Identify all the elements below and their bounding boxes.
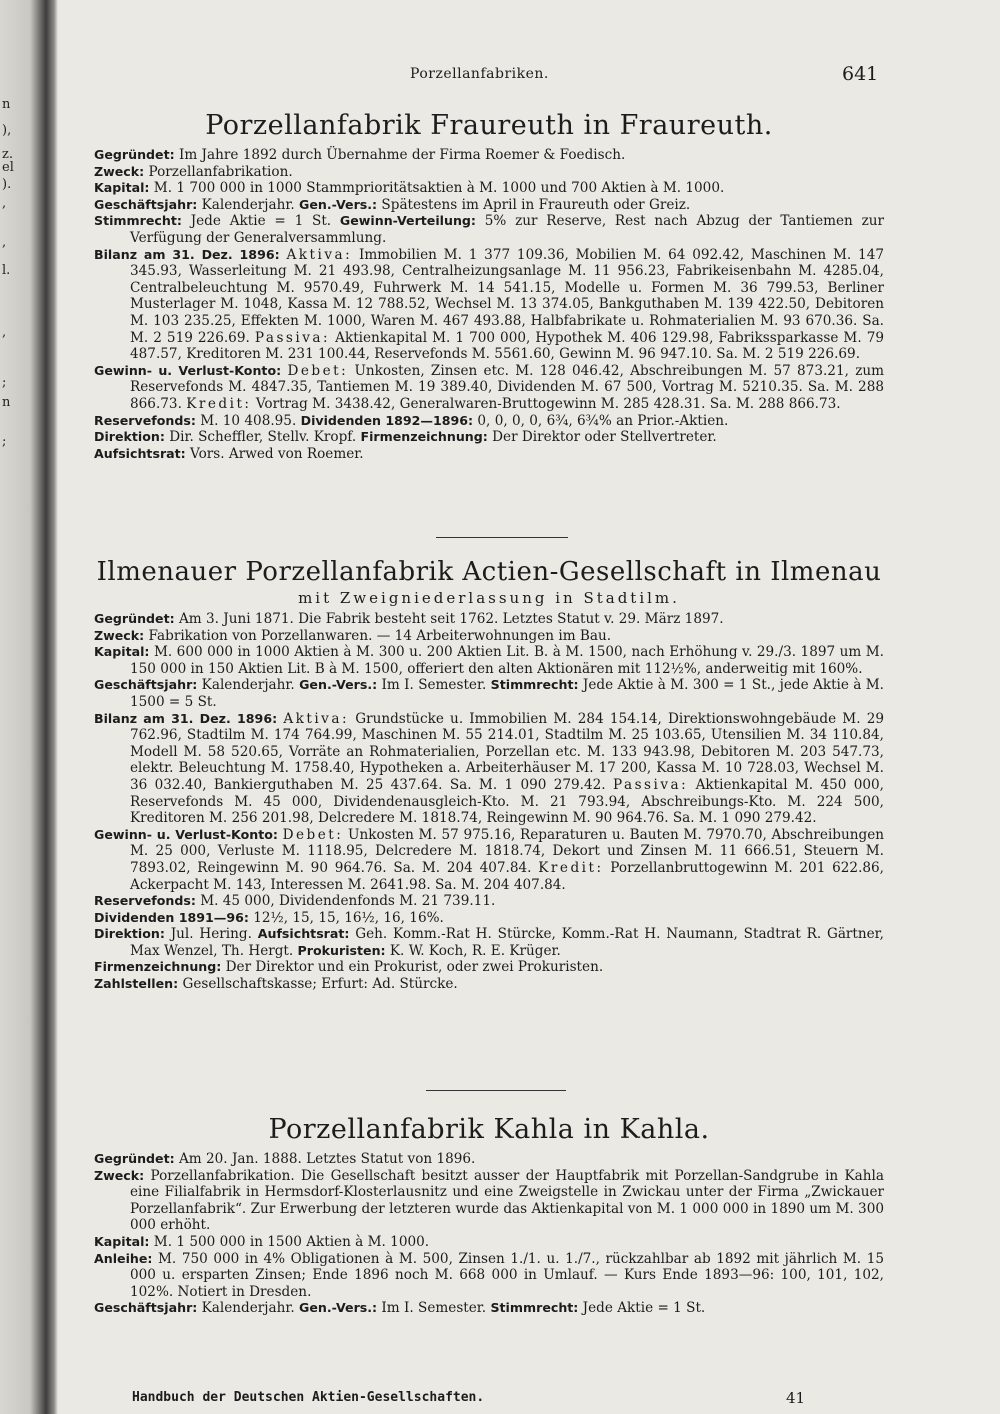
entry-gewinn-verlust: Gewinn- u. Verlust-Konto: Debet: Unkosten, Zinsen etc. M. 128 046.42, Abschreibungen M. 57 873.21, zum Reservefonds M. 4847.35, Tantiemen M. 19 389.40, Dividenden M. 67 500, Vortrag M. 5210.35. Sa. M. 288 866.73. Kredit: Vortrag M. 3438.42, Generalwaren-Bruttogewinn M. 285 428.31. Sa. M. 288 866.73. — [94, 362, 885, 412]
left-margin-bleed — [0, 0, 14, 1414]
footer-signature: 41 — [786, 1389, 806, 1407]
running-title: Porzellanfabriken. — [410, 66, 549, 82]
footer-book-title: Handbuch der Deutschen Aktien-Gesellschaften. — [132, 1390, 485, 1405]
section-divider — [426, 1090, 566, 1091]
entry-kapital: Kapital: M. 1 700 000 in 1000 Stammprioritätsaktien à M. 1000 und 700 Aktien à M. 1000. — [94, 180, 725, 197]
entry-aufsichtsrat: Aufsichtsrat: Vors. Arwed von Roemer. — [94, 445, 364, 462]
entry-reservefonds: Reservefonds: M. 45 000, Dividendenfonds M. 21 739.11. — [94, 893, 496, 910]
entry-geschaeftsjahr: Geschäftsjahr: Kalenderjahr. Gen.-Vers.: Im I. Semester. Stimmrecht: Jede Aktie à M. 300 = 1 St., jede Aktie à M. 1500 = 5 St. — [94, 677, 884, 710]
margin-char: , — [2, 325, 7, 340]
margin-char: , — [2, 235, 7, 250]
entry-firmenzeichnung: Firmenzeichnung: Der Direktor und ein Prokurist, oder zwei Prokuristen. — [94, 959, 604, 976]
section-divider — [436, 537, 568, 538]
entry-gewinn-verlust: Gewinn- u. Verlust-Konto: Debet: Unkosten M. 57 975.16, Reparaturen u. Bauten M. 7970.70, Abschreibungen M. 25 000, Verluste M. 1118.95, Delcredere M. 1818.74, Dekort und Zinsen M. 11 666.51, Steuern M. 7893.02, Reingewinn M. 90 964.76. Sa. M. 204 407.84. Kredit: Porzellanbruttogewinn M. 201 622.86, Ackerpacht M. 143, Interessen M. 2641.98. Sa. M. 204 407.84. — [94, 826, 885, 893]
section-kahla — [94, 1114, 884, 1317]
entry-gegruendet: Gegründet: Im Jahre 1892 durch Übernahme der Firma Roemer & Foedisch. — [94, 147, 626, 163]
section-title: Ilmenauer Porzellanfabrik Actien-Gesellschaft in Ilmenau — [96, 557, 882, 587]
entry-bilanz: Bilanz am 31. Dez. 1896: Aktiva: Grundstücke u. Immobilien M. 284 154.14, Direktionswohngebäude M. 29 762.96, Stadtilm M. 174 764.99, Maschinen M. 55 214.01, Stadtilm M. 25 103.65, Utensilien M. 34 110.84, Modell M. 58 520.65, Vorräte an Rohmaterialien, Porzellan etc. M. 133 943.98, Debitoren M. 203 547.73, elektr. Beleuchtung M. 1758.40, Hypotheken a. Arbeiterhäuser M. 17 200, Kassa M. 10 728.03, Wechsel M. 36 032.40, Bankierguthaben M. 25 437.64. Sa. M. 1 090 279.42. Passiva: Aktienkapital M. 450 000, Reservefonds M. 45 000, Dividendenausgleich-Kto. M. 21 793.94, Abschreibungs-Kto. M. 224 500, Kreditoren M. 256 201.98, Delcredere M. 1818.74, Reingewinn M. 90 964.76. Sa. M. 1 090 279.42. — [94, 710, 884, 827]
margin-char: ). — [2, 177, 12, 192]
entry-direktion: Direktion: Jul. Hering. Aufsichtsrat: Geh. Komm.-Rat H. Stürcke, Komm.-Rat H. Naumann, Stadtrat R. Gärtner, Max Wenzel, Th. Hergt. Prokuristen: K. W. Koch, R. E. Krüger. — [94, 926, 885, 959]
entry-kapital: Kapital: M. 600 000 in 1000 Aktien à M. 300 u. 200 Aktien Lit. B. à M. 1500, nach Erhöhung v. 29./3. 1897 um M. 150 000 in 150 Aktien Lit. B à M. 1500, offeriert den alten Aktionären mit 112½%, anderweitig mit 160%. — [94, 644, 884, 677]
section-title: Porzellanfabrik Kahla in Kahla. — [268, 1114, 710, 1145]
margin-char: n — [2, 395, 11, 410]
entry-direktion: Direktion: Dir. Scheffler, Stellv. Kropf. Firmenzeichnung: Der Direktor oder Stellvertreter. — [94, 429, 717, 446]
section-subtitle: mit Zweigniederlassung in Stadtilm. — [298, 589, 680, 607]
entry-anleihe: Anleihe: M. 750 000 in 4% Obligationen à M. 500, Zinsen 1./1. u. 1./7., rückzahlbar ab 1892 mit jährlich M. 15 000 u. ersparten Zinsen; Ende 1896 noch M. 668 000 in Umlauf. — Kurs Ende 1893—96: 100, 101, 102, 102%. Notiert in Dresden. — [94, 1250, 884, 1300]
entry-geschaeftsjahr: Geschäftsjahr: Kalenderjahr. Gen.-Vers.: Spätestens im April in Fraureuth oder Greiz. — [94, 196, 691, 213]
margin-char: l. — [2, 263, 11, 278]
section-fraureuth — [94, 110, 884, 462]
entry-stimmrecht: Stimmrecht: Jede Aktie = 1 St. Gewinn-Verteilung: 5% zur Reserve, Rest nach Abzug der Tantiemen zur Verfügung der Generalversammlung. — [94, 213, 885, 246]
entry-gegruendet: Gegründet: Am 3. Juni 1871. Die Fabrik besteht seit 1762. Letztes Statut v. 29. März 1897. — [94, 611, 724, 627]
margin-char: ; — [2, 434, 7, 449]
entry-bilanz: Bilanz am 31. Dez. 1896: Aktiva: Immobilien M. 1 377 109.36, Mobilien M. 64 092.42, Maschinen M. 147 345.93, Wasserleitung M. 21 493.98, Centralheizungsanlage M. 11 956.23, Fabrikeisenbahn M. 4285.04, Centralbeleuchtung M. 9570.49, Fuhrwerk M. 14 541.15, Modelle u. Formen M. 36 799.53, Berliner Musterlager M. 1048, Kassa M. 12 788.52, Wechsel M. 13 374.05, Bankguthaben M. 139 422.50, Debitoren M. 103 235.25, Effekten M. 1000, Waren M. 467 493.88, Halbfabrikate u. Rohmaterialien M. 93 670.36. Sa. M. 2 519 226.69. Passiva: Aktienkapital M. 1 700 000, Hypothek M. 406 129.98, Fabrikssparkasse M. 79 487.57, Kreditoren M. 231 100.44, Reservefonds M. 5561.60, Gewinn M. 96 947.10. Sa. M. 2 519 226.69. — [94, 246, 884, 363]
entry-zweck: Zweck: Fabrikation von Porzellanwaren. — 14 Arbeiterwohnungen im Bau. — [94, 627, 612, 644]
entry-kapital: Kapital: M. 1 500 000 in 1500 Aktien à M. 1000. — [94, 1233, 430, 1250]
entry-gegruendet: Gegründet: Am 20. Jan. 1888. Letztes Statut von 1896. — [94, 1151, 476, 1167]
margin-char: ; — [2, 375, 7, 390]
entry-geschaeftsjahr: Geschäftsjahr: Kalenderjahr. Gen.-Vers.: Im I. Semester. Stimmrecht: Jede Aktie = 1 St. — [94, 1300, 706, 1317]
entry-zahlstellen: Zahlstellen: Gesellschaftskasse; Erfurt: Ad. Stürcke. — [94, 976, 458, 993]
margin-char: z. — [2, 147, 13, 162]
margin-char: el — [2, 160, 14, 175]
entry-zweck: Zweck: Porzellanfabrikation. — [94, 163, 293, 180]
page-number: 641 — [842, 63, 879, 85]
entry-zweck: Zweck: Porzellanfabrikation. Die Gesellschaft besitzt ausser der Hauptfabrik mit Porzellan-Sandgrube in Kahla eine Filialfabrik in Hermsdorf-Klosterlausnitz und eine Zweigstelle in Zwickau unter der Firma „Zwickauer Porzellanfabrik“. Zur Erwerbung der letzteren wurde das Aktienkapital von M. 1 000 000 in 1890 um M. 300 000 erhöht. — [94, 1167, 884, 1234]
section-title: Porzellanfabrik Fraureuth in Fraureuth. — [205, 110, 773, 141]
margin-char: , — [2, 196, 7, 211]
entry-reservefonds: Reservefonds: M. 10 408.95. Dividenden 1892—1896: 0, 0, 0, 0, 6¾, 6¾% an Prior.-Aktien. — [94, 412, 729, 429]
section-ilmenau — [94, 557, 884, 993]
entry-dividenden: Dividenden 1891—96: 12½, 15, 15, 16½, 16, 16%. — [94, 909, 444, 926]
margin-char: ), — [2, 123, 12, 138]
margin-char: n — [2, 97, 11, 112]
